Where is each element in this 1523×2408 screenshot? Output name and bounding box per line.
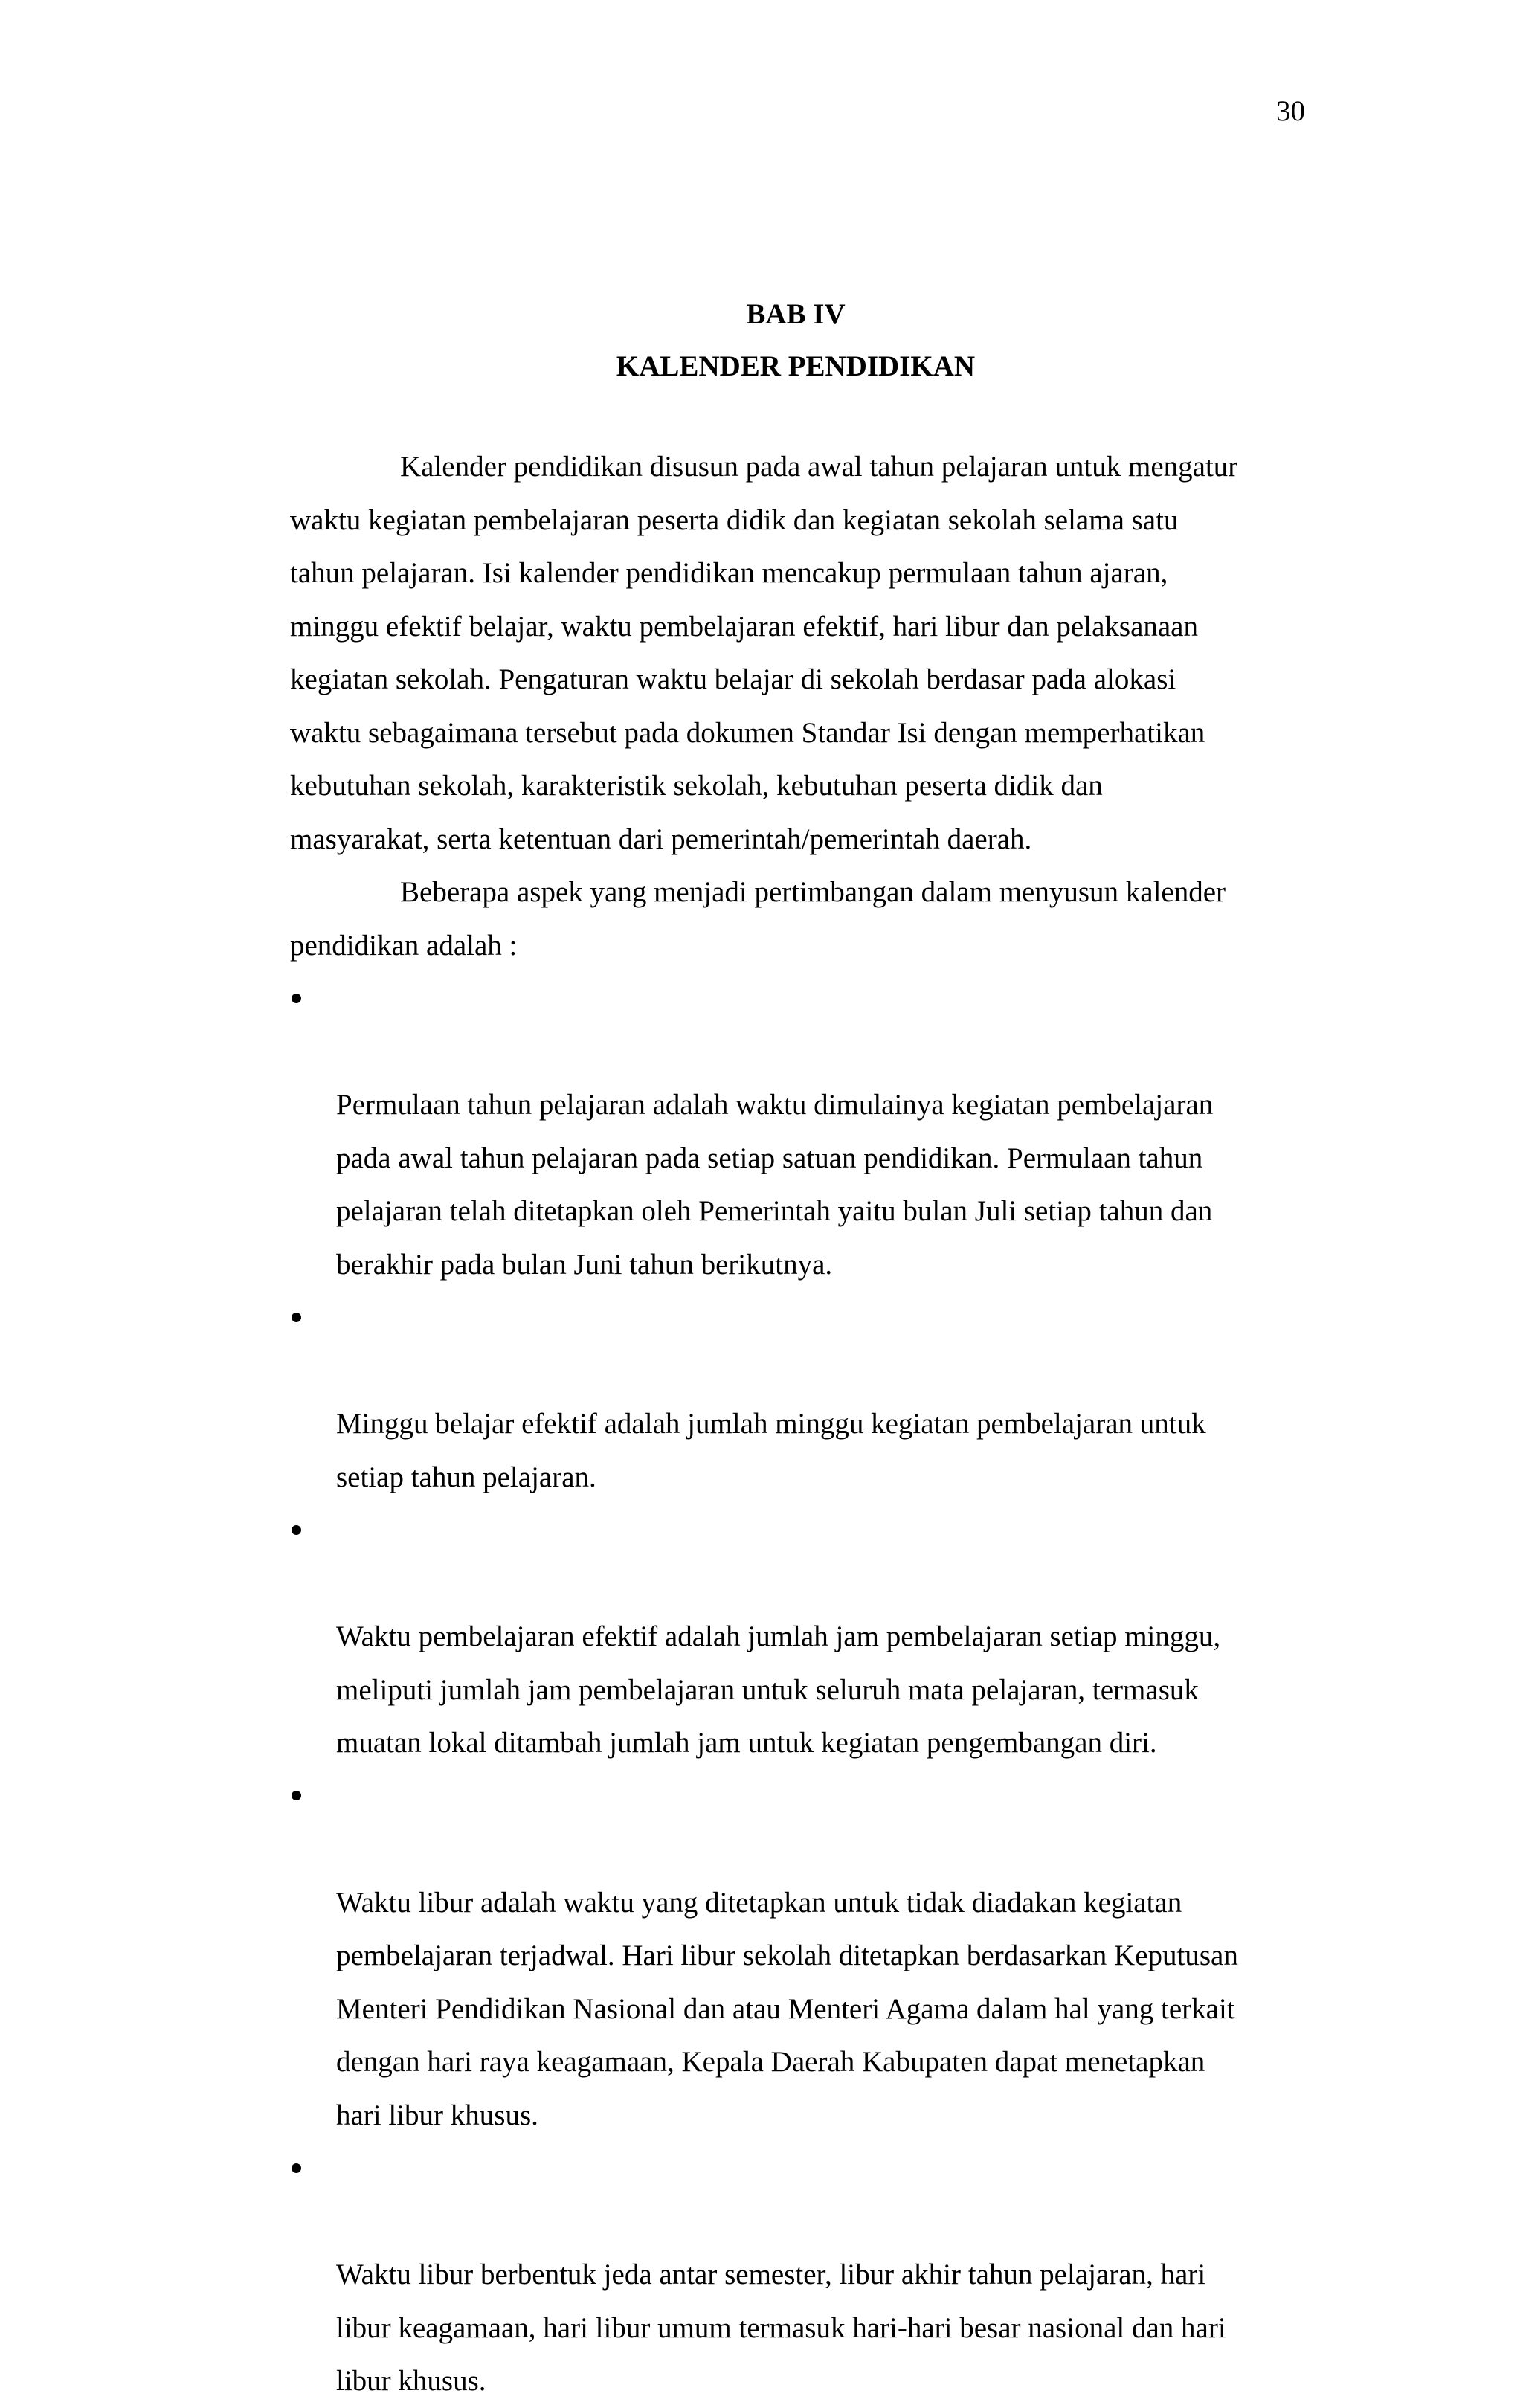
list-item: [290, 1291, 1309, 1504]
list-item-text: Minggu belajar efektif adalah jumlah minggu kegiatan pembelajaran untuk setiap tahun pelajaran.: [336, 1408, 1206, 1493]
list-item-text: Waktu libur berbentuk jeda antar semester, libur akhir tahun pelajaran, hari libur keagamaan, hari libur umum termasuk hari-hari besar nasional dan hari libur khusus.: [336, 2259, 1226, 2397]
bullet-icon: [290, 1291, 336, 1345]
list-item: [290, 1504, 1309, 1770]
bullet-icon: [290, 2142, 336, 2195]
list-item-text: Permulaan tahun pelajaran adalah waktu dimulainya kegiatan pembelajaran pada awal tahun pelajaran pada setiap satuan pendidikan. Permulaan tahun pelajaran telah ditetapkan oleh Pemerintah yaitu bulan Juli setiap tahun dan berakhir pada bulan Juni tahun berikutnya.: [336, 1089, 1214, 1281]
body-text: [290, 440, 1309, 2408]
list-item: [290, 972, 1309, 1291]
bullet-icon: [290, 1504, 336, 1557]
list-item: [290, 2142, 1309, 2408]
paragraph-aspects: Beberapa aspek yang menjadi pertimbangan dalam menyusun kalender pendidikan adalah :: [290, 876, 1226, 962]
list-item: [290, 1770, 1309, 2143]
bullet-icon: [290, 1770, 336, 1823]
bullet-icon: [290, 972, 336, 1026]
paragraph-intro: Kalender pendidikan disusun pada awal tahun pelajaran untuk mengatur waktu kegiatan pembelajaran peserta didik dan kegiatan sekolah selama satu tahun pelajaran. Isi kalender pendidikan mencakup permulaan tahun ajaran, minggu efektif belajar, waktu pembelajaran efektif, hari libur dan pelaksanaan kegiatan sekolah. Pengaturan waktu belajar di sekolah berdasar pada alokasi waktu sebagaimana tersebut pada dokumen Standar Isi dengan memperhatikan kebutuhan sekolah, karakteristik sekolah, kebutuhan peserta didik dan masyarakat, serta ketentuan dari pemerintah/pemerintah daerah.: [290, 451, 1238, 855]
chapter-label: BAB IV: [746, 298, 846, 330]
list-item-text: Waktu libur adalah waktu yang ditetapkan untuk tidak diadakan kegiatan pembelajaran terjadwal. Hari libur sekolah ditetapkan berdasarkan Keputusan Menteri Pendidikan Nasional dan atau Menteri Agama dalam hal yang terkait dengan hari raya keagamaan, Kepala Daerah Kabupaten dapat menetapkan hari libur khusus.: [336, 1886, 1238, 2131]
page-number: 30: [1276, 95, 1305, 127]
chapter-heading: [290, 289, 1301, 393]
chapter-title: KALENDER PENDIDIKAN: [616, 350, 976, 382]
list-item-text: Waktu pembelajaran efektif adalah jumlah jam pembelajaran setiap minggu, meliputi jumlah jam pembelajaran untuk seluruh mata pelajaran, termasuk muatan lokal ditambah jumlah jam untuk kegiatan pengembangan diri.: [336, 1620, 1221, 1759]
aspect-list: [290, 972, 1309, 2408]
